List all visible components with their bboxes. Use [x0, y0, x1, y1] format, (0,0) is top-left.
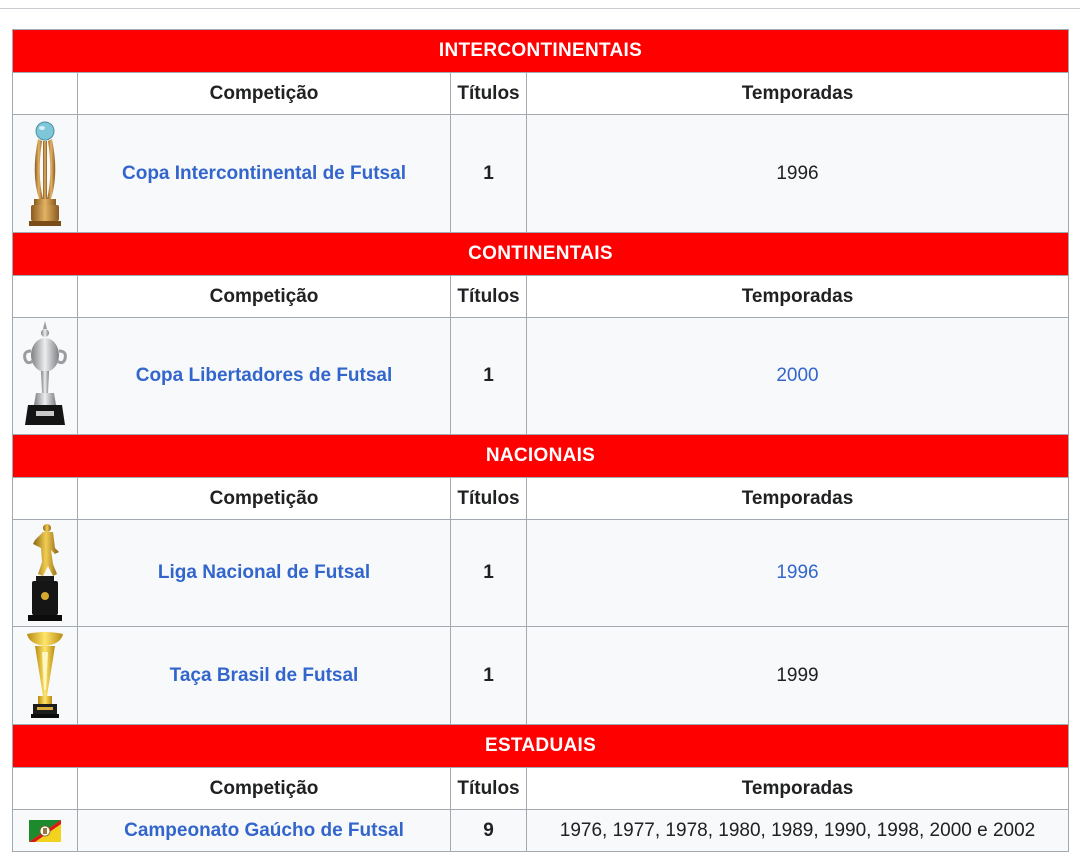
competition-column-header: Competição	[78, 478, 451, 520]
section-title: CONTINENTAIS	[13, 233, 1069, 276]
competition-cell	[78, 318, 451, 435]
section-header-row	[13, 435, 1069, 478]
season-link[interactable]: 2000	[776, 365, 819, 386]
section-title: NACIONAIS	[13, 435, 1069, 478]
seasons-column-header: Temporadas	[527, 73, 1069, 115]
section-title: ESTADUAIS	[13, 725, 1069, 768]
titles-column-header: Títulos	[451, 73, 527, 115]
flag-icon-cell	[13, 810, 78, 852]
competition-column-header: Competição	[78, 768, 451, 810]
table-row	[13, 115, 1069, 233]
titles-table	[12, 29, 1069, 852]
gold-cup-trophy-icon[interactable]	[25, 630, 65, 722]
seasons-cell: 1999	[527, 627, 1069, 725]
competition-link[interactable]: Liga Nacional de Futsal	[157, 562, 371, 583]
competition-cell	[78, 115, 451, 233]
competition-cell	[78, 810, 451, 852]
column-header-row	[13, 276, 1069, 318]
icon-column-header	[13, 478, 78, 520]
player-statue-trophy-icon[interactable]	[23, 522, 67, 624]
column-header-row	[13, 768, 1069, 810]
titles-column-header: Títulos	[451, 478, 527, 520]
icon-column-header	[13, 276, 78, 318]
seasons-cell: 1976, 1977, 1978, 1980, 1989, 1990, 1998, 2000 e 2002	[527, 810, 1069, 852]
competition-link[interactable]: Copa Intercontinental de Futsal	[122, 162, 406, 184]
titles-cell: 1	[451, 627, 527, 725]
seasons-cell: 1996	[527, 115, 1069, 233]
trophy-icon-cell	[13, 520, 78, 627]
section-header-row	[13, 725, 1069, 768]
icon-column-header	[13, 768, 78, 810]
season-link[interactable]: 1996	[776, 562, 819, 583]
section-title: INTERCONTINENTAIS	[13, 30, 1069, 73]
table-row	[13, 520, 1069, 627]
table-row	[13, 318, 1069, 435]
column-header-row	[13, 478, 1069, 520]
competition-link[interactable]: Copa Libertadores de Futsal	[135, 365, 393, 386]
trophy-icon-cell	[13, 318, 78, 435]
icon-column-header	[13, 73, 78, 115]
competition-cell	[78, 520, 451, 627]
top-divider	[0, 8, 1080, 9]
seasons-column-header: Temporadas	[527, 478, 1069, 520]
titles-column-header: Títulos	[451, 768, 527, 810]
globe-trophy-icon[interactable]	[25, 119, 65, 229]
trophy-icon-cell	[13, 627, 78, 725]
seasons-column-header: Temporadas	[527, 276, 1069, 318]
competition-column-header: Competição	[78, 276, 451, 318]
section-header-row	[13, 30, 1069, 73]
titles-cell: 1	[451, 115, 527, 233]
titles-cell: 1	[451, 520, 527, 627]
titles-column-header: Títulos	[451, 276, 527, 318]
seasons-column-header: Temporadas	[527, 768, 1069, 810]
trophy-icon-cell	[13, 115, 78, 233]
seasons-cell	[527, 318, 1069, 435]
rio-grande-do-sul-flag-icon[interactable]	[29, 820, 61, 842]
table-row	[13, 810, 1069, 852]
competition-column-header: Competição	[78, 73, 451, 115]
section-header-row	[13, 233, 1069, 276]
competition-link[interactable]: Campeonato Gaúcho de Futsal	[124, 819, 404, 841]
titles-cell: 1	[451, 318, 527, 435]
competition-cell	[78, 627, 451, 725]
silver-cup-trophy-icon[interactable]	[22, 321, 68, 431]
titles-cell: 9	[451, 810, 527, 852]
competition-link[interactable]: Taça Brasil de Futsal	[169, 664, 359, 686]
table-row	[13, 627, 1069, 725]
column-header-row	[13, 73, 1069, 115]
seasons-cell	[527, 520, 1069, 627]
